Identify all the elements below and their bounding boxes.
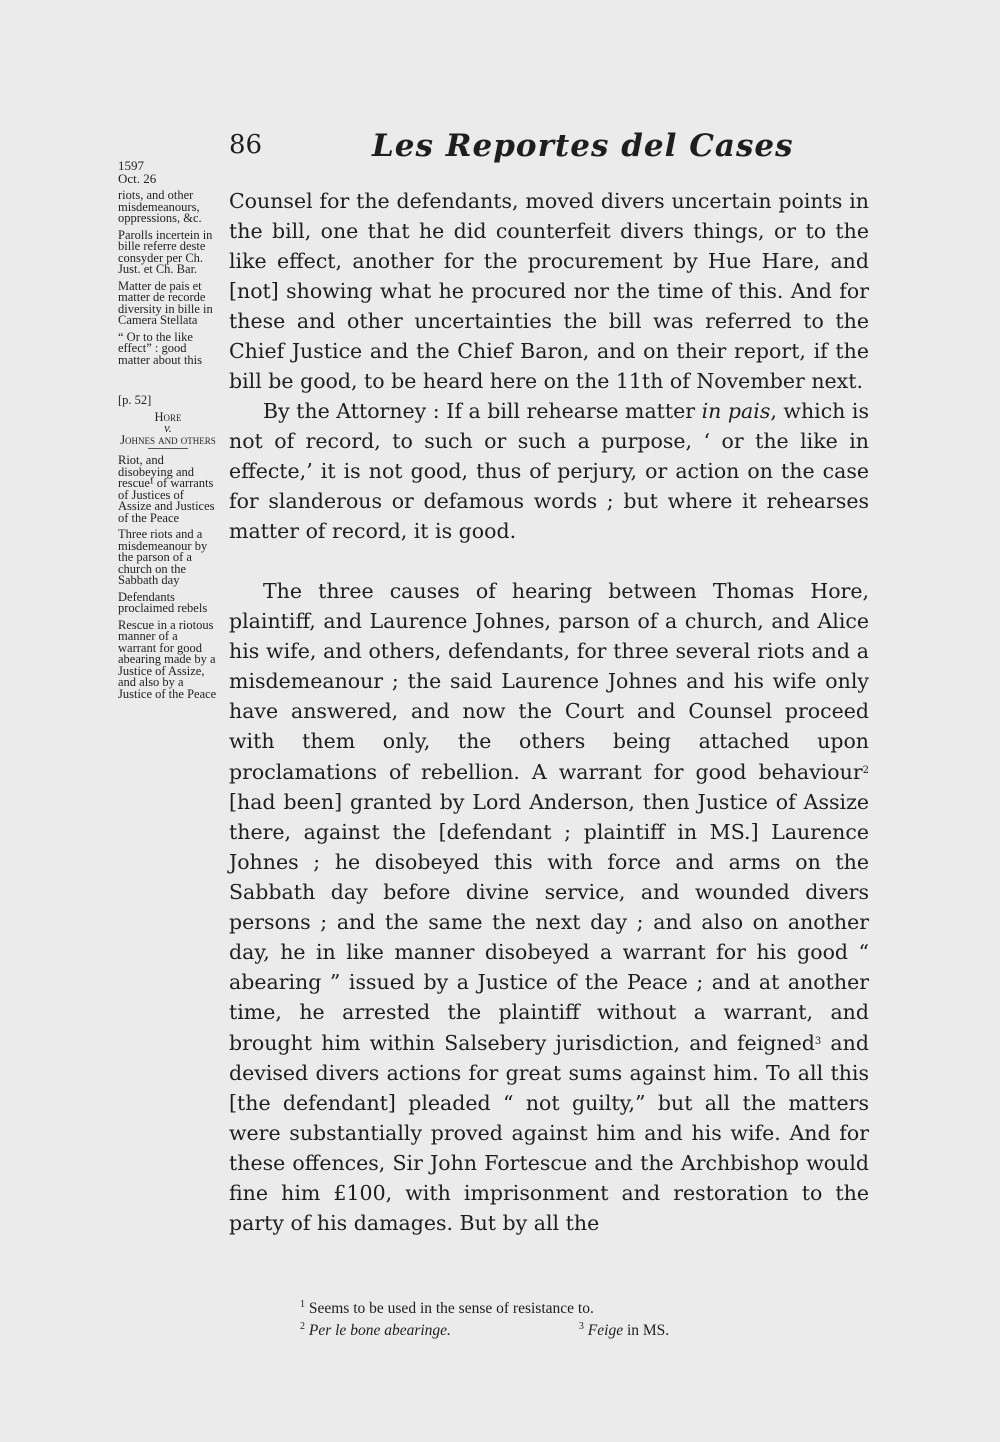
margin-note-riot-disobeying: Riot, and disobeying and rescue¹ of warrants of Justices of Assize and Justices of the Peace bbox=[118, 453, 215, 525]
margin-note-parolls: Parolls incertein in bille referre deste consyder per Ch. Just. et Ch. Bar. bbox=[118, 227, 213, 276]
paragraph-counsel: Counsel for the defendants, moved divers uncertain points in the bill, one that he did counterfeit divers things, or to the like effect, another for the procurement by Hue Hare, and [not] showing what he procured nor the time of this. And for these and other uncertainties the bill was referred to the Chief Justice and the Chief Baron, and on their report, if the bill be good, to be heard here on the 11th of November next. bbox=[229, 189, 869, 393]
margin-notes bbox=[118, 160, 218, 705]
case-defendant: Johnes and others bbox=[120, 432, 216, 447]
footnote-2-text: Per le bone abearinge. bbox=[308, 1322, 451, 1339]
in-pais: in pais bbox=[701, 399, 771, 423]
footnote-ref-2: 2 bbox=[862, 765, 869, 776]
footnote-ref-3: 3 bbox=[814, 1036, 822, 1047]
case-divider bbox=[148, 448, 188, 449]
footnote-3 bbox=[579, 1318, 669, 1340]
footnote-1-mark: 1 bbox=[300, 1299, 305, 1310]
margin-page-ref: [p. 52] bbox=[118, 393, 152, 407]
margin-note-riots: riots, and other misdemeanours, oppressions, &c. bbox=[118, 188, 202, 225]
footnote-2 bbox=[300, 1318, 451, 1340]
margin-note-three-riots: Three riots and a misdemeanour by the parson of a church on the Sabbath day bbox=[118, 527, 208, 587]
footnote-1 bbox=[300, 1296, 820, 1318]
body-text bbox=[229, 186, 869, 1238]
margin-note-like-effect: “ Or to the like effect” : good matter about this bbox=[118, 329, 203, 367]
footnote-3-text: in MS. bbox=[623, 1322, 670, 1339]
footnotes bbox=[300, 1296, 820, 1340]
case-versus: v. bbox=[164, 421, 172, 435]
hore-text-c: and devised divers actions for great sums against him. To all this [the defendant] pleaded “ not guilty,” but all the matters were substantially proved against him and his wife. And for these offences, Sir John Fortescue and the Archbishop would fine him £100, with imprisonment and restoration to the party of his damages. But by all the bbox=[229, 1031, 869, 1235]
margin-year: 1597 bbox=[118, 158, 144, 173]
hore-text-a: The three causes of hearing between Thomas Hore, plaintiff, and Laurence Johnes, parson of a church, and Alice his wife, and others, defendants, for three several riots and a misdemeanour ; the said Laurence Johnes and his wife only have answered, and now the Court and Counsel proceed with them only, the others being attached upon proclamations of rebellion. A warrant for good behaviour bbox=[229, 579, 869, 784]
paragraph-hore-v-johnes bbox=[229, 576, 869, 1238]
footnote-2-mark: 2 bbox=[300, 1321, 305, 1332]
margin-note-rescue: Rescue in a riotous manner of a warrant for good abearing made by a Justice of Assize, and also by a Justice of the Peace bbox=[118, 617, 217, 701]
margin-note-rebels: Defendants proclaimed rebels bbox=[118, 589, 208, 615]
footnote-3-mark: 3 bbox=[578, 1321, 584, 1332]
attorney-text-a: By the Attorney : If a bill rehearse matter bbox=[263, 399, 702, 423]
paragraph-attorney bbox=[229, 396, 869, 546]
margin-date: Oct. 26 bbox=[118, 170, 157, 186]
page-number: 86 bbox=[229, 130, 263, 160]
footnote-3-italic: Feige bbox=[587, 1322, 624, 1339]
attorney-text-b: , which is not of record, to such or such a purpose, ‘ or the like in effecte,’ it is not good, thus of perjury, or action on the case for slanderous or defamous words ; but where it rehearses matter of record, it is good. bbox=[229, 399, 869, 543]
case-plaintiff: Hore bbox=[154, 409, 182, 424]
footnote-1-text: Seems to be used in the sense of resistance to. bbox=[308, 1300, 594, 1317]
running-title: Les Reportes del Cases bbox=[372, 128, 794, 164]
hore-text-b: [had been] granted by Lord Anderson, then Justice of Assize there, against the [defendant ; plaintiff in MS.] Laurence Johnes ; he disobeyed this with force and arms on the Sabbath day before divine service, and wounded divers persons ; and the same the next day ; and also on another day, he in like manner disobeyed a warrant for his good “ abearing ” issued by a Justice of the Peace ; and at another time, he arrested the plaintiff without a warrant, and brought him within Salsebery jurisdiction, and feigned bbox=[229, 790, 869, 1055]
margin-note-matter: Matter de pais et matter de recorde diversity in bille in Camera Stellata bbox=[118, 278, 213, 327]
